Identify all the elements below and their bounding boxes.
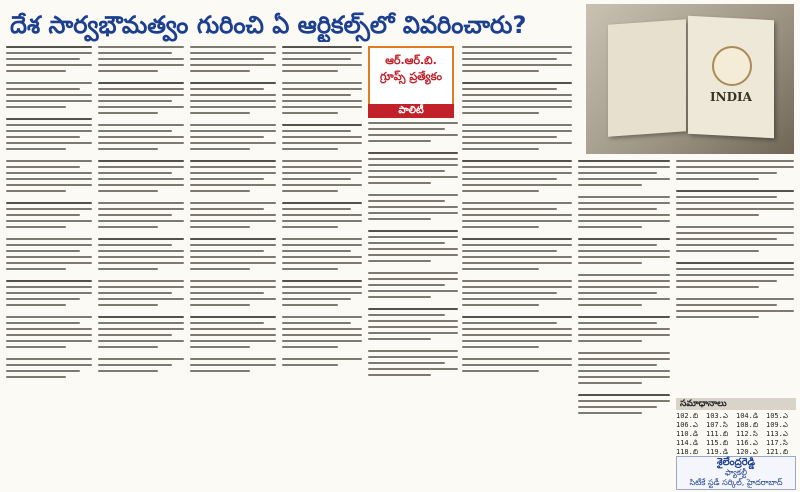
answer-item: 110.డి bbox=[676, 430, 699, 438]
column-1 bbox=[6, 46, 92, 482]
author-org: సిటీకే స్టడీ సర్కిల్, హైదరాబాద్ bbox=[689, 478, 783, 487]
emblem-icon bbox=[712, 46, 752, 86]
answer-item: 116.ఎ bbox=[736, 439, 758, 447]
answer-item: 105.ఎ bbox=[766, 412, 788, 420]
answer-item: 107.సి bbox=[706, 421, 728, 429]
book-left-page bbox=[608, 19, 686, 136]
author-byline bbox=[676, 456, 796, 490]
answer-item: 113.ఎ bbox=[766, 430, 788, 438]
column-6 bbox=[462, 46, 572, 482]
answer-item: 103.ఎ bbox=[706, 412, 728, 420]
book-title: INDIA bbox=[710, 90, 752, 104]
column-7 bbox=[578, 160, 670, 482]
answer-item: 102.బి bbox=[676, 412, 699, 420]
answer-item: 121.బి bbox=[766, 448, 789, 456]
column-3 bbox=[190, 46, 276, 482]
author-name: శైలేంద్రరెడ్డి bbox=[716, 457, 756, 468]
answer-item: 119.డి bbox=[706, 448, 729, 456]
answer-item: 118.బి bbox=[676, 448, 699, 456]
answers-heading: సమాధానాలు bbox=[676, 398, 796, 410]
answer-key bbox=[676, 412, 796, 456]
column-2 bbox=[98, 46, 184, 482]
headline: దేశ సార్వభౌమత్వం గురించి ఏ ఆర్టికల్స్‌లో వివరించారు? bbox=[10, 11, 527, 39]
answer-item: 104.డి bbox=[736, 412, 759, 420]
column-5 bbox=[368, 122, 458, 482]
column-8 bbox=[676, 160, 794, 392]
section-badge bbox=[368, 46, 454, 106]
badge-line-2: గ్రూప్స్ ప్రత్యేకం bbox=[379, 70, 443, 83]
answer-item: 112.సి bbox=[736, 430, 758, 438]
answer-item: 109.ఎ bbox=[766, 421, 788, 429]
answer-item: 111.బి bbox=[706, 430, 729, 438]
author-role: ఫ్యాకల్టీ bbox=[725, 468, 747, 477]
answer-item: 108.బి bbox=[736, 421, 759, 429]
badge-line-1: ఆర్.ఆర్.బి. bbox=[385, 54, 437, 67]
answer-item: 106.ఎ bbox=[676, 421, 698, 429]
column-4 bbox=[282, 46, 362, 482]
answer-item: 115.బి bbox=[706, 439, 729, 447]
subject-label: పాలిటీ bbox=[368, 104, 454, 118]
answer-item: 120.ఎ bbox=[736, 448, 758, 456]
constitution-photo bbox=[586, 4, 794, 154]
answer-item: 117.సి bbox=[766, 439, 788, 447]
answer-item: 114.డి bbox=[676, 439, 699, 447]
